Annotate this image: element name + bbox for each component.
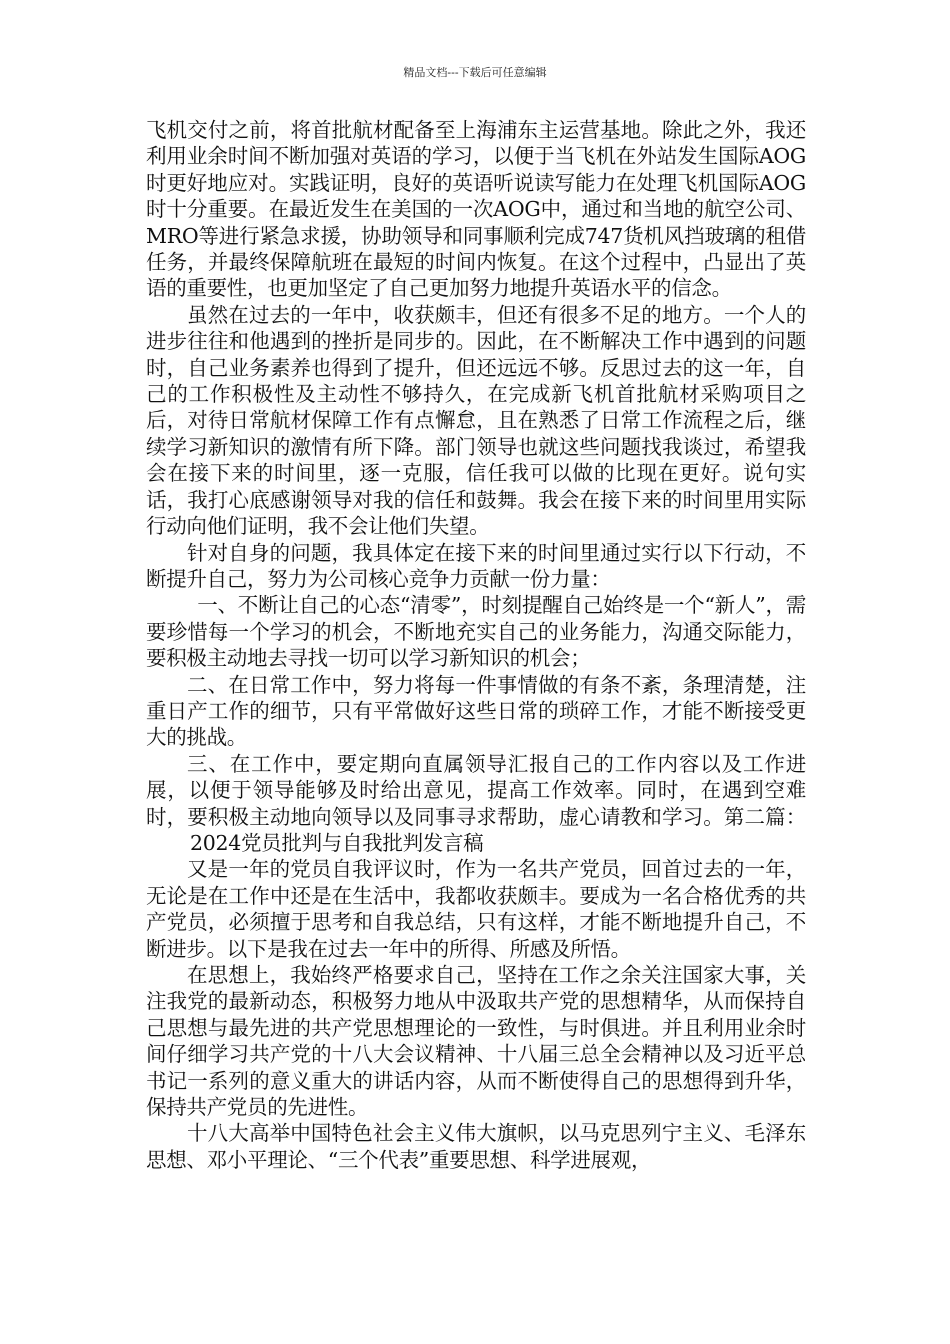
paragraph-item-three xyxy=(146,751,806,857)
paragraph-eighteenth-congress: 十八大高举中国特色社会主义伟大旗帜，以马克思列宁主义、毛泽东思想、邓小平理论、“三个代表”重要思想、科学进展观， xyxy=(146,1121,806,1172)
paragraph-shortcomings: 虽然在过去的一年中，收获颇丰，但还有很多不足的地方。一个人的进步往往和他遇到的挫折是同步的。因此，在不断解决工作中遇到的问题时，自己业务素养也得到了提升，但还远远不够。反思过去的这一年，自己的工作积极性及主动性不够持久，在完成新飞机首批航材采购项目之后，对待日常航材保障工作有点懈怠，且在熟悉了日常工作流程之后，继续学习新知识的激情有所下降。部门领导也就这些问题找我谈过，希望我会在接下来的时间里，逐一克服，信任我可以做的比现在更好。说句实话，我打心底感谢领导对我的信任和鼓舞。我会在接下来的时间里用实际行动向他们证明，我不会让他们失望。 xyxy=(146,302,806,539)
page-header: 精品文档---下载后可任意编辑 xyxy=(403,66,547,79)
paragraph-aog-english: 飞机交付之前，将首批航材配备至上海浦东主运营基地。除此之外，我还利用业余时间不断加强对英语的学习，以便于当飞机在外站发生国际AOG时更好地应对。实践证明，良好的英语听说读写能力在处理飞机国际AOG时十分重要。在最近发生在美国的一次AOG中，通过和当地的航空公司、MRO等进行紧急求援，协助领导和同事顺利完成747货机风挡玻璃的租借任务，并最终保障航班在最短的时间内恢复。在这个过程中，凸显出了英语的重要性，也更加坚定了自己更加努力地提升英语水平的信念。 xyxy=(146,118,806,301)
section-title: 2024党员批判与自我批判发言稿 xyxy=(190,830,484,855)
paragraph-item-one: 一、不断让自己的心态“清零”，时刻提醒自己始终是一个“新人”，需要珍惜每一个学习的机会，不断地充实自己的业务能力，沟通交际能力，要积极主动地去寻找一切可以学习新知识的机会； xyxy=(146,593,806,671)
paragraph-item-three-text: 三、在工作中，要定期向直属领导汇报自己的工作内容以及工作进展，以便于领导能够及时给出意见，提高工作效率。同时，在遇到空难时，要积极主动地向领导以及同事寻求帮助，虚心请教和学习。第二篇： xyxy=(146,751,806,829)
document-body xyxy=(146,117,806,1173)
paragraph-self-review: 又是一年的党员自我评议时，作为一名共产党员，回首过去的一年，无论是在工作中还是在生活中，我都收获颇丰。要成为一名合格优秀的共产党员，必须擅于思考和自我总结，只有这样，才能不断地提升自己，不断进步。以下是我在过去一年中的所得、所感及所悟。 xyxy=(146,857,806,961)
paragraph-item-two: 二、在日常工作中，努力将每一件事情做的有条不紊，条理清楚，注重日产工作的细节，只有平常做好这些日常的琐碎工作，才能不断接受更大的挑战。 xyxy=(146,672,806,750)
paragraph-thought: 在思想上，我始终严格要求自己，坚持在工作之余关注国家大事，关注我党的最新动态，积极努力地从中汲取共产党的思想精华，从而保持自己思想与最先进的共产党思想理论的一致性，与时俱进。并且利用业余时间仔细学习共产党的十八大会议精神、十八届三总全会精神以及习近平总书记一系列的意义重大的讲话内容，从而不断使得自己的思想得到升华，保持共产党员的先进性。 xyxy=(146,963,806,1120)
paragraph-action-plan-intro: 针对自身的问题，我具体定在接下来的时间里通过实行以下行动，不断提升自己，努力为公司核心竞争力贡献一份力量： xyxy=(146,540,806,591)
